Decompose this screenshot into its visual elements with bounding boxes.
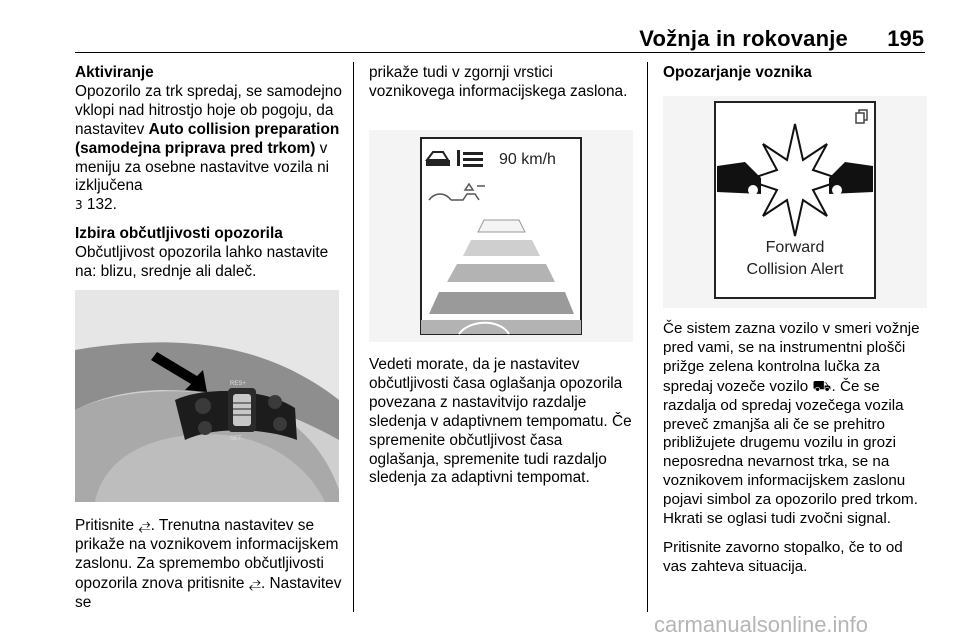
following-distance-4 — [429, 292, 574, 314]
heading-activation: Aktiviranje — [75, 64, 154, 81]
paragraph-press-button: Pritisnite ⥄. Trenutna nastavitev se prikaže na voznikovem informacijskem zaslonu. Za spremembo občutljivosti opozorila znova pritisnite ⥄. Nastavitev se — [75, 516, 342, 611]
paragraph-brake: Pritisnite zavorno stopalko, če to od vas zahteva situacija. — [663, 538, 903, 575]
heading-driver-alert: Opozarjanje voznika — [663, 64, 812, 81]
paragraph-alert: Če sistem zazna vozilo v smeri vožnje pred vami, se na instrumentni plošči prižge zelena kontrolna lučka za spredaj vozeče vozilo ⛟. Če se razdalja od spredaj vozečega vozila preveč zmanjša ali če se prehitro približujete drugemu vozilu in grozi neposredna nevarnost trka, se na voznikovem informacijskem zaslonu pojavi simbol za opozorilo pred trkom. Hkrati se oglasi tudi zvočni signal. — [663, 320, 920, 528]
column-1 — [75, 64, 347, 292]
set-minus-label: SET- — [230, 436, 244, 442]
page-header — [0, 0, 960, 50]
page-ref-arrow-icon: 3 — [75, 198, 83, 213]
column-3 — [663, 64, 927, 83]
page-number: 195 — [887, 26, 924, 51]
res-plus-label: RES+ — [230, 381, 246, 387]
alert-line-1: Forward — [765, 239, 825, 256]
following-distance-3 — [447, 264, 555, 282]
paragraph-sensitivity: Občutljivost opozorila lahko nastavite na: blizu, srednje ali daleč. — [75, 244, 329, 281]
alert-line-2: Collision Alert — [746, 261, 844, 278]
paragraph-activation: Opozorilo za trk spredaj, se samodejno vklopi nad hitrostjo hoje ob pogoju, da nastavitev Auto collision preparation (samodejna priprava pred trkom) v meniju za osebne nastavitve vozila ni izključena 3 132. — [75, 82, 342, 214]
sensitivity-button-icon: ⥄ — [248, 573, 261, 592]
column-3-bottom — [663, 320, 927, 587]
following-distance-1 — [478, 220, 525, 232]
following-distance-2 — [463, 240, 540, 256]
column-divider-1 — [353, 62, 354, 612]
vehicle-ahead-icon: ⛟ — [812, 376, 832, 395]
sensitivity-button-icon: ⥄ — [138, 516, 151, 534]
column-2 — [369, 64, 635, 112]
forward-collision-alert-figure — [663, 96, 927, 308]
page-title: Vožnja in rokovanje — [639, 26, 848, 51]
column-divider-2 — [647, 62, 648, 612]
driver-info-display-figure — [369, 130, 633, 342]
column-1-bottom — [75, 516, 347, 613]
column-2-bottom — [369, 356, 635, 488]
watermark: carmanualsonline.info — [654, 612, 869, 637]
paragraph-acc-link: Vedeti morate, da je nastavitev občutljivosti časa oglašanja opozorila povezana z nastavitvijo razdalje sledenja v adaptivnem tempomatu. Če spremenite občutljivost časa oglašanja, spremenite tudi razdaljo sledenja za adaptivni tempomat. — [369, 356, 632, 487]
display-speed: 90 km/h — [499, 151, 556, 168]
header-rule — [75, 52, 925, 53]
heading-sensitivity: Izbira občutljivosti opozorila — [75, 225, 283, 243]
paragraph-display-top: prikaže tudi v zgornji vrstici voznikovega informacijskega zaslona. — [369, 64, 628, 100]
steering-wheel-figure — [75, 290, 339, 502]
